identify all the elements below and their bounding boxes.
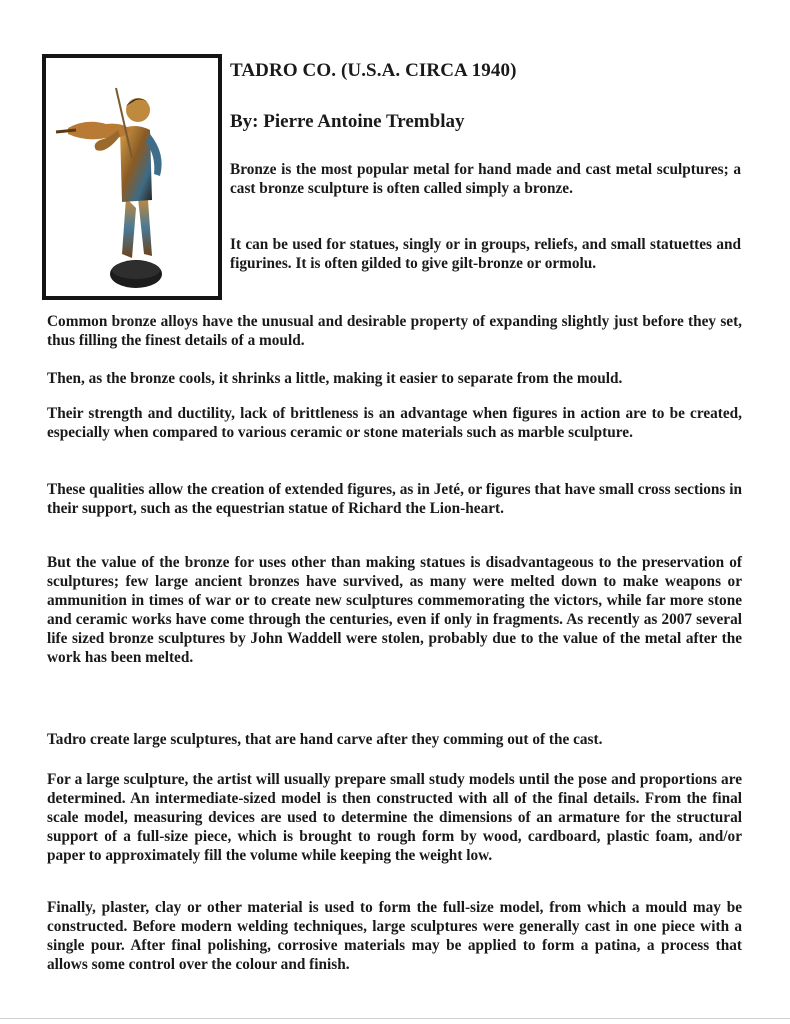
paragraph-tadro-carving: Tadro create large sculptures, that are hand carve after they comming out of the cast. [47,731,603,748]
paragraph-extended-figures: These qualities allow the creation of extended figures, as in Jeté, or figures that have small cross sections in their support, such as the equestrian statue of Richard the Lion-heart. [47,481,742,517]
paragraph-strength-ductility: Their strength and ductility, lack of brittleness is an advantage when figures in action are to be created, especially when compared to various ceramic or stone materials such as marble sculpture. [47,405,742,441]
paragraph-bronze-intro: Bronze is the most popular metal for hand made and cast metal sculptures; a cast bronze sculpture is often called simply a bronze. [230,161,741,197]
paragraph-large-sculpture-process: For a large sculpture, the artist will usually prepare small study models until the pose and proportions are determined. An intermediate-sized model is then constructed with all of the final details. From the final scale model, measuring devices are used to determine the dimensions of an armature for the structural support of a full-size piece, which is brought to rough form by wood, cardboard, plastic foam, and/or paper to approximately fill the volume while keeping the weight low. [47,771,742,864]
paragraph-bronze-alloys: Common bronze alloys have the unusual and desirable property of expanding slightly just before they set, thus filling the finest details of a mould. [47,313,742,349]
document-author: By: Pierre Antoine Tremblay [230,111,465,132]
paragraph-bronze-cooling: Then, as the bronze cools, it shrinks a little, making it easier to separate from the mould. [47,370,623,387]
paragraph-preservation: But the value of the bronze for uses other than making statues is disadvantageous to the preservation of sculptures; few large ancient bronzes have survived, as many were melted down to make weapons or ammunition in times of war or to create new sculptures commemorating the victors, while far more stone and ceramic works have come through the centuries, even if only in fragments. As recently as 2007 several life sized bronze sculptures by John Waddell were stolen, probably due to the value of the metal after the work has been melted. [47,554,742,666]
paragraph-bronze-uses: It can be used for statues, singly or in groups, reliefs, and small statuettes and figurines. It is often gilded to give gilt-bronze or ormolu. [230,236,741,272]
document-title: TADRO CO. (U.S.A. CIRCA 1940) [230,60,517,81]
sculpture-photo-frame [42,54,222,300]
paragraph-final-model-patina: Finally, plaster, clay or other material is used to form the full-size model, from which a mould may be constructed. Before modern welding techniques, large sculptures were generally cast in one piece with a single pour. After final polishing, corrosive materials may be applied to form a patina, a process that allows some control over the colour and finish. [47,899,742,973]
bronze-violinist-figurine-image [46,58,218,296]
page-bottom-edge [0,1018,790,1019]
